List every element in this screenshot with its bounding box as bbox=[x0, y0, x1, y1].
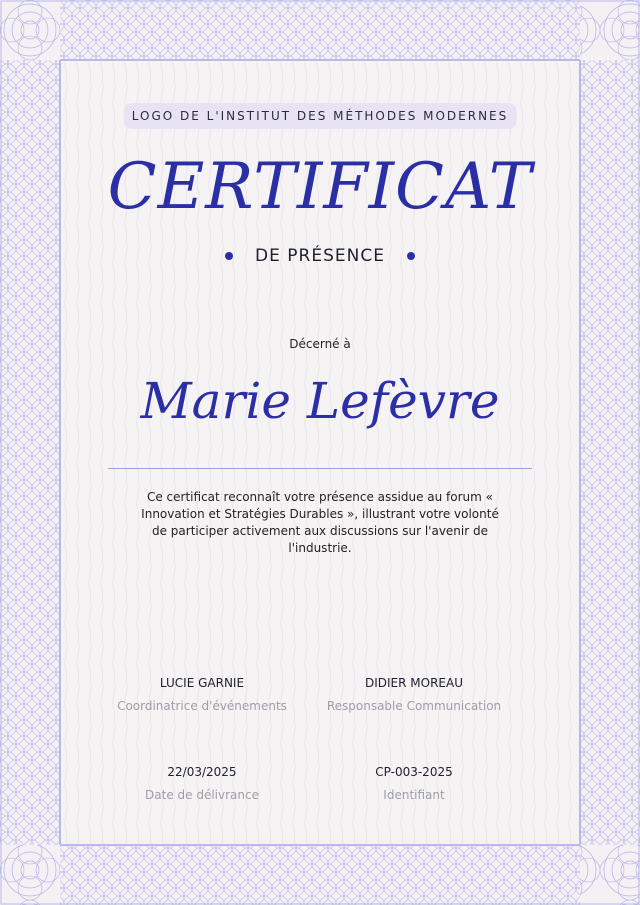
bullet-dot-left bbox=[225, 252, 233, 260]
awarded-to-label: Décerné à bbox=[289, 337, 351, 351]
subtitle-row bbox=[0, 246, 640, 266]
issue-date-label: Date de délivrance bbox=[145, 788, 259, 802]
signatory-role: Coordinatrice d'événements bbox=[117, 699, 287, 713]
signatory-left bbox=[82, 676, 322, 713]
issue-date-value: 22/03/2025 bbox=[167, 765, 237, 779]
signatory-name: LUCIE GARNIE bbox=[159, 676, 245, 690]
certificate-subtitle: DE PRÉSENCE bbox=[255, 246, 385, 266]
recipient-name: Marie Lefèvre bbox=[140, 372, 500, 430]
identifier-label: Identifiant bbox=[383, 788, 445, 802]
name-underline bbox=[108, 468, 532, 469]
signatory-name: DIDIER MOREAU bbox=[364, 676, 463, 690]
issue-date-block bbox=[82, 765, 322, 802]
signatory-right bbox=[294, 676, 534, 713]
identifier-block bbox=[294, 765, 534, 802]
bullet-dot-right bbox=[407, 252, 415, 260]
signatory-role: Responsable Communication bbox=[326, 699, 502, 713]
certificate-title: CERTIFICAT bbox=[107, 150, 533, 224]
certificate-description: Ce certificat reconnaît votre présence assidue au forum « Innovation et Stratégies Durables », illustrant votre volonté de participer activement aux discussions sur l'avenir de l'industrie. bbox=[141, 490, 499, 555]
institute-logo-placeholder: LOGO DE L'INSTITUT DES MÉTHODES MODERNES bbox=[124, 103, 517, 129]
identifier-value: CP-003-2025 bbox=[375, 765, 453, 779]
